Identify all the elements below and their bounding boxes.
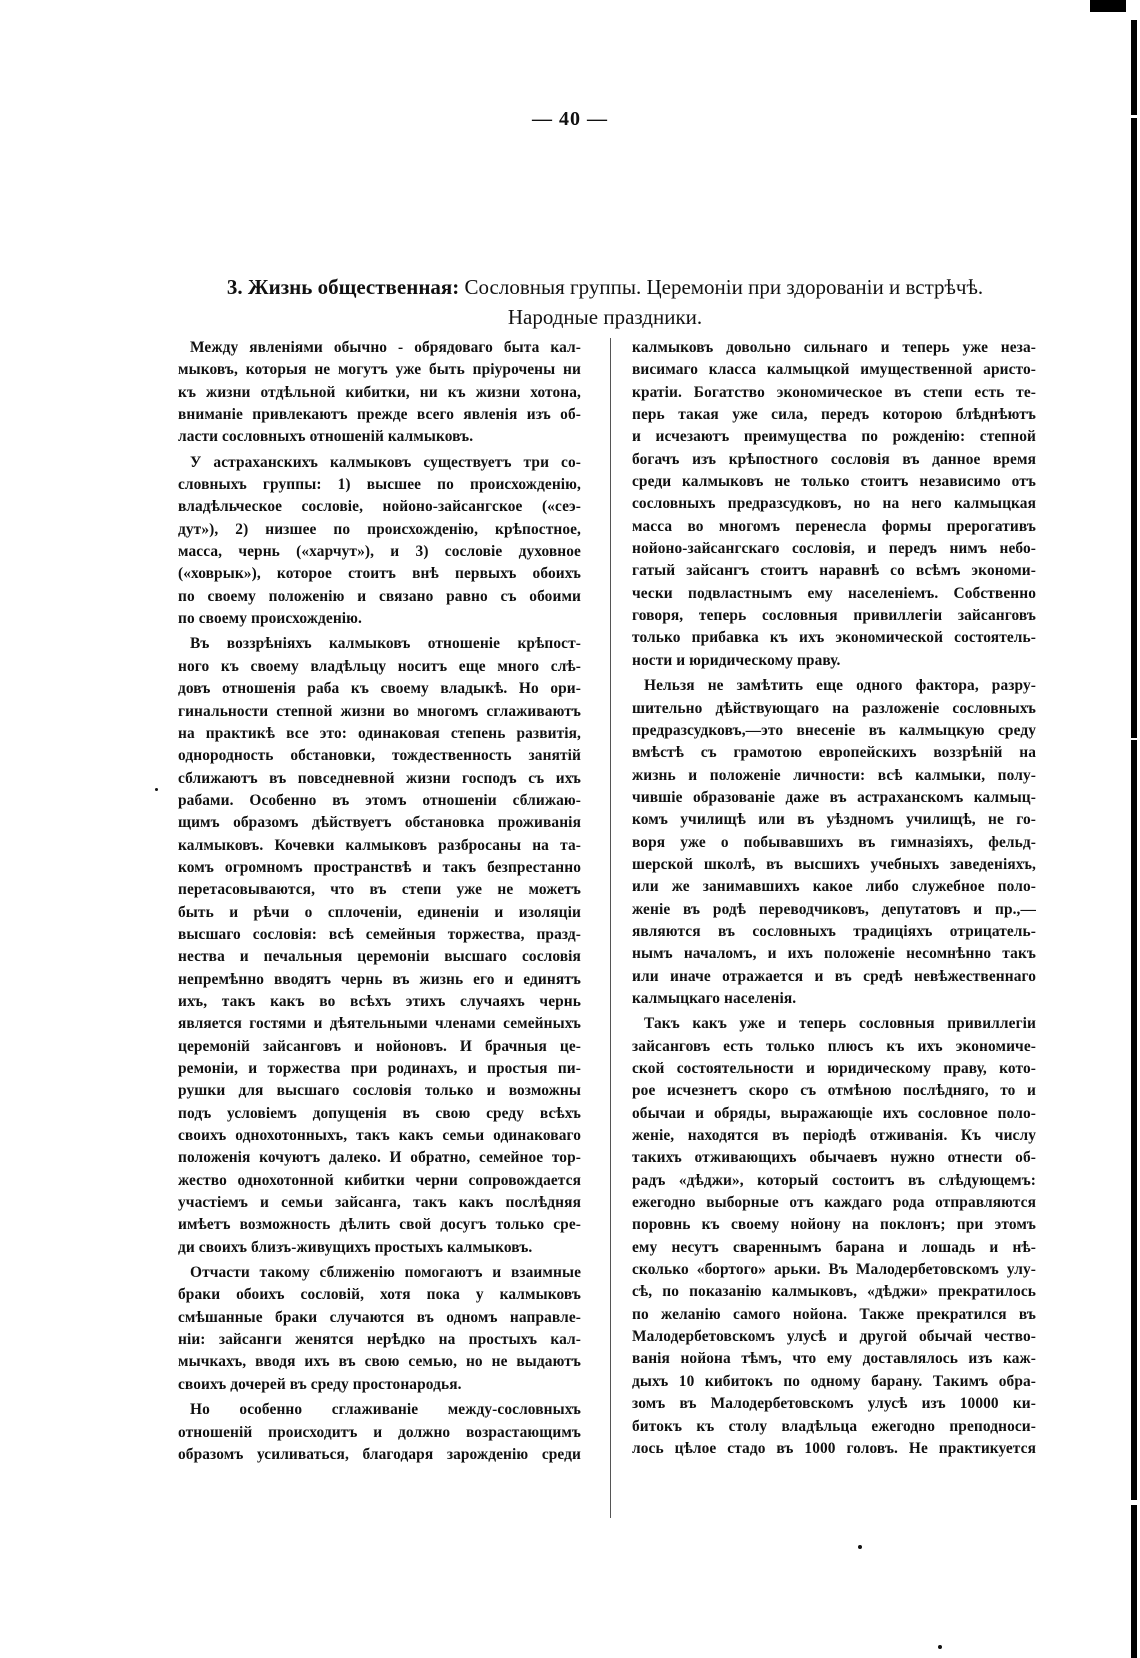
text-line: вмѣстѣ съ грамотою европейскихъ воззрѣній на bbox=[632, 744, 1036, 762]
text-line: на практикѣ все это: одинаковая степень развитія, bbox=[178, 724, 581, 742]
text-line: образомъ усиливаться, благодаря зарожденію среди bbox=[178, 1445, 581, 1463]
text-line: обычаи и обряды, выражающіе ихъ сословное поло- bbox=[632, 1104, 1036, 1122]
text-line: Между явленіями обычно - обрядоваго быта кал- bbox=[190, 339, 581, 356]
text-line: довъ отношенія раба къ своему владыкѣ. Но ори- bbox=[178, 680, 581, 698]
text-line: нымъ началомъ, и ихъ положеніе несомнѣнно такъ bbox=[632, 945, 1036, 963]
ink-speck bbox=[938, 1645, 942, 1649]
text-line: ласти сословныхъ отношеній калмыковъ. bbox=[178, 428, 474, 446]
scan-border-segment bbox=[1131, 20, 1137, 115]
text-line: сближаютъ въ повседневной жизни господъ съ ихъ bbox=[178, 769, 581, 787]
text-line: ди своихъ близъ-живущихъ простыхъ калмыковъ. bbox=[178, 1238, 533, 1256]
text-line: Но особенно сглаживаніе между-сословныхъ bbox=[190, 1401, 581, 1419]
text-line: щимъ образомъ дѣйствуетъ обстановка проживанія bbox=[178, 814, 581, 832]
section-heading-rest: Сословныя группы. Церемоніи при здорованіи и встрѣчѣ. bbox=[459, 275, 984, 299]
text-line: непремѣнно вводятъ чернь въ жизнь его и единятъ bbox=[178, 970, 581, 988]
text-line: Нельзя не замѣтить еще одного фактора, разру- bbox=[644, 677, 1036, 695]
text-line: («ховрык»), которое стоитъ внѣ первыхъ обоихъ bbox=[178, 565, 581, 583]
text-line: или же занимавшихъ какое либо служебное поло- bbox=[632, 878, 1036, 896]
text-line: перетасовываются, что въ степи уже не можетъ bbox=[178, 881, 581, 899]
text-line: быть и рѣчи о сплоченіи, единеніи и изоляціи bbox=[178, 903, 581, 921]
text-line: являются въ сословныхъ традиціяхъ отрицатель- bbox=[632, 922, 1036, 940]
text-line: ему несутъ свареннымъ барана и лошадь и нѣ- bbox=[632, 1238, 1036, 1256]
text-line: рабами. Особенно въ этомъ отношеніи сближаю- bbox=[178, 791, 581, 809]
text-line: мыковъ, которыя не могутъ уже быть пріурочены ни bbox=[178, 361, 581, 379]
text-line: висимаго класса калмыцкой имущественной аристо- bbox=[632, 361, 1036, 379]
text-line: своихъ однохотонныхъ, такъ какъ семьи одинаковаго bbox=[178, 1127, 581, 1145]
text-line: нества и печальныя церемоніи высшаго сословія bbox=[178, 948, 581, 966]
text-line: калмыковъ. Кочевки калмыковъ разбросаны на та- bbox=[178, 836, 581, 854]
text-line: владѣльческое сословіе, нойоно-зайсангское («сеэ- bbox=[178, 498, 581, 516]
scan-border-segment bbox=[1131, 1505, 1137, 1658]
section-heading-line-2: Народные праздники. bbox=[507, 305, 703, 329]
text-line: смѣшанные браки случаются въ одномъ направле- bbox=[178, 1308, 581, 1326]
text-line: перь такая уже сила, передъ которою блѣднѣютъ bbox=[632, 406, 1036, 424]
text-line: участіемъ и семьи зайсанга, такъ какъ послѣдняя bbox=[178, 1194, 581, 1212]
text-line: жество однохотонной кибитки черни сопровождается bbox=[178, 1171, 581, 1189]
text-line: масса, чернь («харчут»), и 3) сословіе духовное bbox=[178, 543, 581, 561]
text-line: чившіе образованіе даже въ астраханскомъ калмыц- bbox=[632, 788, 1036, 806]
text-line: ніи: зайсанги женятся нерѣдко на простыхъ кал- bbox=[178, 1331, 581, 1349]
text-line: поровнь къ своему нойону на поклонъ; при этомъ bbox=[632, 1216, 1036, 1234]
text-line: говоря, теперь сословныя привиллегіи зайсанговъ bbox=[632, 607, 1036, 625]
text-line: является гостями и дѣятельными членами семейныхъ bbox=[178, 1015, 581, 1033]
section-heading bbox=[160, 272, 1050, 332]
scan-border-segment bbox=[1131, 118, 1137, 738]
text-line: предразсудковъ,—это внесеніе въ калмыцкую среду bbox=[632, 721, 1036, 739]
section-heading-bold: 3. Жизнь общественная: bbox=[226, 275, 460, 299]
scan-border-right bbox=[1126, 0, 1140, 1658]
text-line: чески подвластнымъ ему населеніемъ. Собственно bbox=[632, 584, 1036, 602]
text-line: и исчезаютъ преимущества по рожденію: степной bbox=[632, 428, 1036, 446]
text-line: калмыковъ довольно сильнаго и теперь уже неза- bbox=[632, 339, 1036, 356]
text-line: гинальности степной жизни во многомъ сглаживаютъ bbox=[178, 702, 581, 720]
text-line: кратіи. Богатство экономическое въ степи есть те- bbox=[632, 383, 1036, 401]
text-line: отношеній происходитъ и должно возрастающимъ bbox=[178, 1423, 581, 1441]
left-text-column bbox=[178, 337, 581, 1466]
text-line: жизнь и положеніе личности: всѣ калмыки, полу- bbox=[632, 766, 1036, 784]
column-divider bbox=[610, 338, 611, 1518]
text-line: радъ «дѣджи», который состоитъ въ слѣдующемъ: bbox=[632, 1171, 1036, 1189]
ink-speck bbox=[858, 1545, 862, 1549]
text-line: подъ условіемъ допущенія въ свою среду всѣхъ bbox=[178, 1104, 581, 1122]
text-line: ности и юридическому праву. bbox=[632, 651, 841, 669]
text-line: рушки для высшаго сословія только и возможны bbox=[178, 1082, 581, 1100]
text-line: по своему положенію и связано равно съ обоими bbox=[178, 587, 581, 605]
text-line: ного къ своему владѣльцу носитъ еще много слѣ- bbox=[178, 657, 581, 675]
text-line: сѣ, по показанію калмыковъ, «дѣджи» прекратилось bbox=[632, 1283, 1036, 1301]
text-line: комъ училищѣ или въ уѣздномъ училищѣ, не го- bbox=[632, 811, 1036, 829]
text-line: словныхъ группы: 1) высшее по происхожденію, bbox=[178, 476, 581, 494]
text-line: по своему происхожденію. bbox=[178, 610, 362, 628]
text-line: Отчасти такому сближенію помогаютъ и взаимные bbox=[190, 1264, 581, 1282]
text-line: богачъ изъ крѣпостного сословія въ данное время bbox=[632, 450, 1036, 468]
text-line: масса во многомъ перенесла формы прерогативъ bbox=[632, 517, 1036, 535]
text-line: комъ огромномъ пространствѣ и такъ безпрестанно bbox=[178, 858, 581, 876]
text-line: сословныхъ предразсудковъ, но на него калмыцкая bbox=[632, 495, 1036, 513]
text-line: высшаго сословія: всѣ семейныя торжества, празд- bbox=[178, 925, 581, 943]
text-line: Малодербетовскомъ улусѣ и другой обычай чество- bbox=[632, 1328, 1036, 1346]
text-line: браки обоихъ сословій, хотя пока у калмыковъ bbox=[178, 1286, 581, 1304]
text-line: среди калмыковъ не только стоитъ независимо отъ bbox=[632, 473, 1036, 491]
text-line: женіе, находятся въ періодѣ отживанія. Къ числу bbox=[632, 1127, 1036, 1145]
text-line: Такъ какъ уже и теперь сословныя привиллегіи bbox=[644, 1015, 1036, 1033]
text-line: ихъ, такъ какъ во всѣхъ этихъ случаяхъ чернь bbox=[178, 992, 581, 1010]
text-line: положенія кочуютъ далеко. И обратно, семейное тор- bbox=[178, 1149, 581, 1167]
text-line: имѣетъ возможность дѣлить свой досугъ только сре- bbox=[178, 1216, 581, 1234]
text-line: церемоній зайсанговъ и нойоновъ. И брачныя це- bbox=[178, 1037, 581, 1055]
text-line: шерской школѣ, въ высшихъ учебныхъ заведеніяхъ, bbox=[632, 855, 1036, 873]
text-line: сколько «бортого» арьки. Въ Малодербетовскомъ улу- bbox=[632, 1261, 1036, 1279]
text-line: шительно дѣйствующаго на разложеніе сословныхъ bbox=[632, 699, 1036, 717]
text-line: гатый зайсангъ стоитъ наравнѣ со всѣмъ экономи- bbox=[632, 562, 1036, 580]
text-line: однородность обстановки, тождественность занятій bbox=[178, 747, 581, 765]
text-line: ежегодно выборные отъ каждаго рода отправляются bbox=[632, 1194, 1036, 1212]
text-line: къ жизни отдѣльной кибитки, ни къ жизни хотона, bbox=[178, 383, 581, 401]
text-line: ремоніи, и торжества при родинахъ, и простыя пи- bbox=[178, 1060, 581, 1077]
text-line: дыхъ 10 кибитокъ по одному барану. Такимъ обра- bbox=[632, 1372, 1036, 1390]
text-line: своихъ дочерей въ среду простонародья. bbox=[178, 1375, 462, 1393]
text-line: рое исчезнетъ скоро съ отмѣною послѣдняго, то и bbox=[632, 1082, 1036, 1100]
text-line: калмыцкаго населенія. bbox=[632, 989, 797, 1007]
scan-border-segment bbox=[1131, 740, 1137, 1500]
text-line: ской состоятельности и юридическому праву, кото- bbox=[632, 1060, 1036, 1077]
text-line: ванія нойона тѣмъ, что ему доставлялось изъ каж- bbox=[632, 1350, 1036, 1368]
text-line: по желанію самого нойона. Также прекратился въ bbox=[632, 1305, 1036, 1323]
text-line: битокъ къ столу владѣльца ежегодно преподноси- bbox=[632, 1417, 1036, 1435]
text-line: женіе въ родѣ переводчиковъ, депутатовъ и пр.,— bbox=[632, 900, 1036, 918]
text-line: дут»), 2) низшее по происхожденію, крѣпостное, bbox=[178, 520, 581, 538]
text-line: только прибавка къ ихъ экономической состоятель- bbox=[632, 629, 1036, 647]
right-text-column bbox=[632, 337, 1036, 1460]
text-line: зайсанговъ есть только плюсъ къ ихъ экономиче- bbox=[632, 1037, 1036, 1055]
text-line: нойоно-зайсангскаго сословія, и передъ нимъ небо- bbox=[632, 540, 1036, 558]
text-line: Въ воззрѣніяхъ калмыковъ отношеніе крѣпост- bbox=[190, 635, 581, 653]
text-line: такихъ отживающихъ обычаевъ нужно отнести об- bbox=[632, 1149, 1036, 1167]
text-line: воря уже о побывавшихъ въ гимназіяхъ, фельд- bbox=[632, 833, 1036, 851]
page-number: — 40 — bbox=[532, 108, 608, 130]
text-line: лось цѣлое стадо въ 1000 головъ. Не практикуется bbox=[632, 1439, 1036, 1457]
ink-speck bbox=[155, 788, 158, 791]
text-line: У астраханскихъ калмыковъ существуетъ три со- bbox=[190, 453, 581, 471]
section-heading-line-1 bbox=[160, 272, 1050, 302]
text-line: или иначе отражается и въ средѣ невѣжественнаго bbox=[632, 967, 1036, 985]
text-line: мычкахъ, вводя ихъ въ свою семью, но не выдаютъ bbox=[178, 1353, 581, 1371]
text-line: вниманіе привлекаютъ прежде всего явленія изъ об- bbox=[178, 406, 581, 424]
text-line: зомъ въ Малодербетовскомъ улусѣ изъ 10000 ки- bbox=[632, 1395, 1036, 1413]
